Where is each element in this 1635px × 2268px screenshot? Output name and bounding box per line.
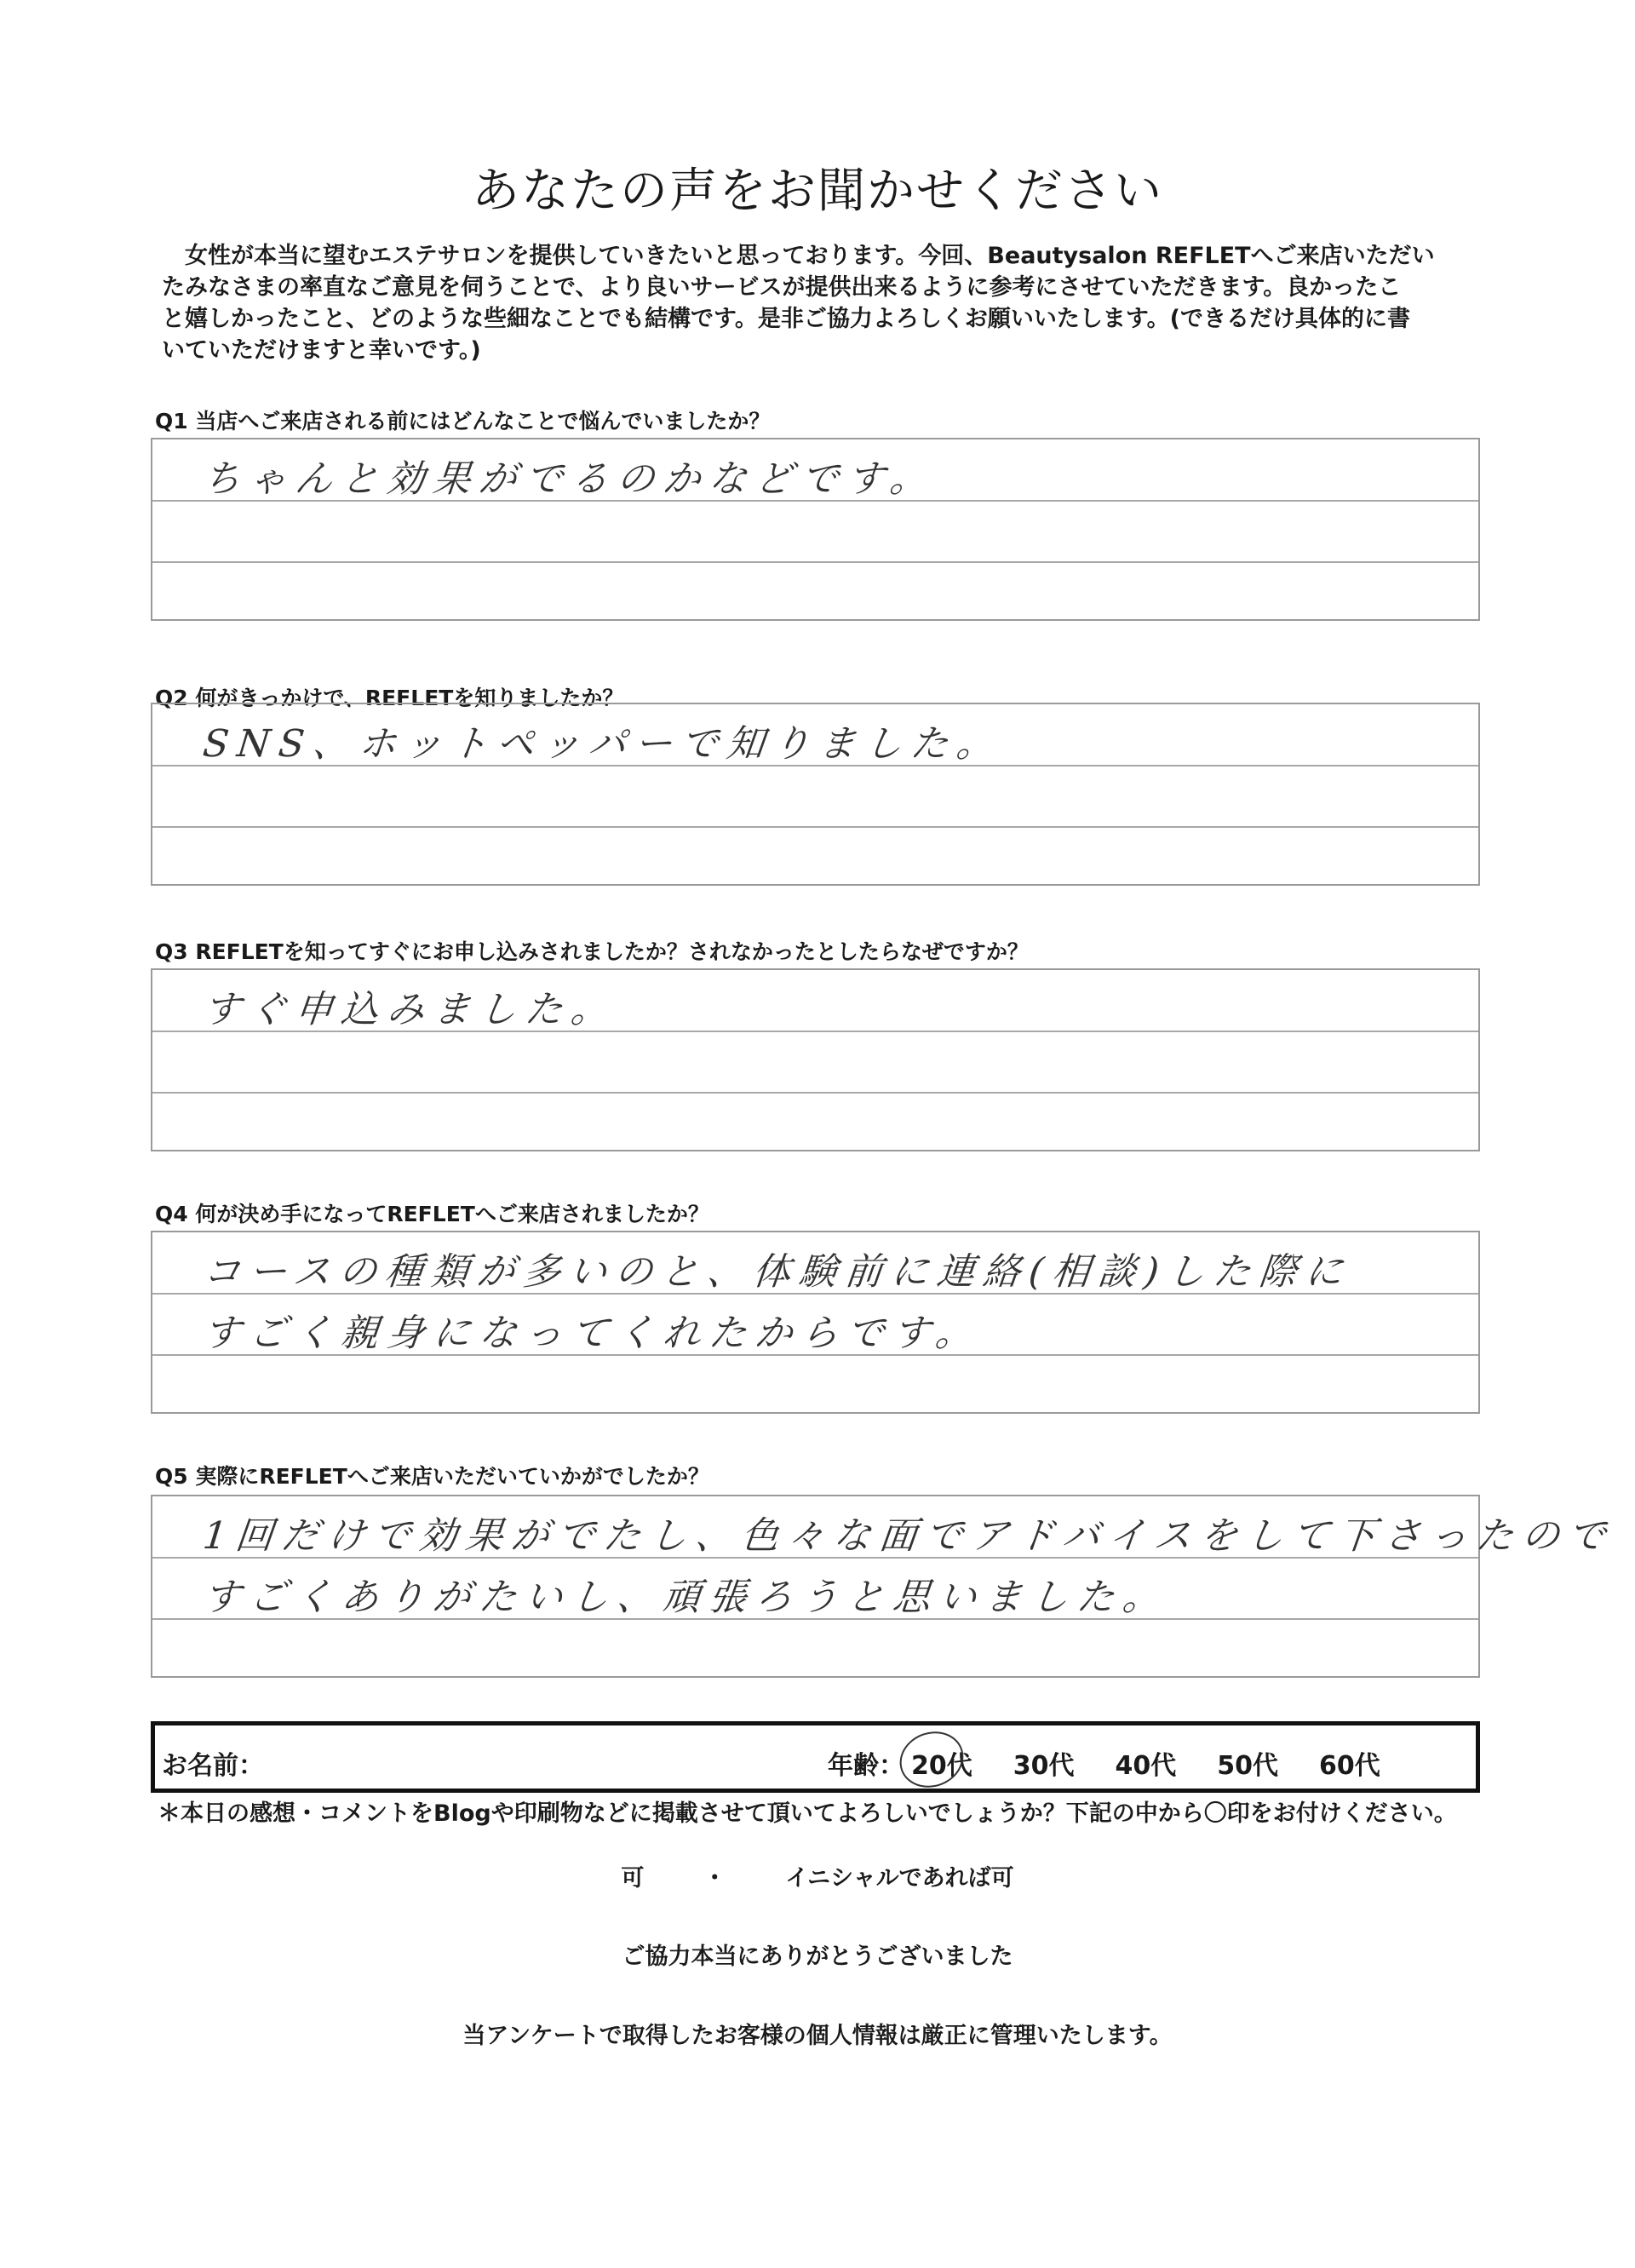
age-option-20[interactable]: 20代 — [911, 1744, 972, 1782]
intro-line: たみなさまの率直なご意見を伺うことで、より良いサービスが提供出来るように参考にさせていただきます。良かったこ — [162, 274, 1402, 301]
name-age-box — [151, 1721, 1480, 1793]
answer-box-q5[interactable] — [151, 1495, 1616, 1678]
consent-option-initials[interactable]: イニシャルであれば可 — [785, 1865, 1014, 1892]
question-label: Q1 当店へご来店される前にはどんなことで悩んでいましたか？ — [155, 409, 771, 434]
answer-box-q2[interactable] — [151, 703, 1480, 886]
privacy-text: 当アンケートで取得したお客様の個人情報は厳正に管理いたします。 — [462, 2023, 1173, 2049]
age-option-30[interactable]: 30代 — [1013, 1751, 1075, 1781]
question-label: Q4 何が決め手になってREFLETへご来店されましたか？ — [155, 1202, 709, 1226]
separator: ・ — [703, 1865, 726, 1892]
age-option-50[interactable]: 50代 — [1217, 1751, 1278, 1781]
answer-box-q3[interactable] — [151, 968, 1480, 1151]
ruled-line — [152, 826, 1478, 828]
handwritten-answer: コースの種類が多いのと、体験前に連絡(相談)した際に — [200, 1250, 1354, 1294]
ruled-line — [152, 561, 1478, 563]
handwritten-answer: SNS、ホットペッパーで知りました。 — [200, 722, 1006, 766]
consent-options — [0, 1859, 1635, 1892]
handwritten-answer: ちゃんと効果がでるのかなどです。 — [200, 457, 938, 501]
consent-option-ok[interactable]: 可 — [621, 1865, 645, 1892]
handwritten-answer: すごくありがたいし、頑張ろうと思いました。 — [200, 1576, 1172, 1619]
age-selector — [828, 1744, 1380, 1782]
age-option-60[interactable]: 60代 — [1319, 1751, 1380, 1781]
question-label: Q2 何がきっかけで、REFLETを知りましたか？ — [155, 686, 624, 710]
handwritten-answer: 1回だけで効果がでたし、色々な面でアドバイスをして下さったので — [200, 1514, 1616, 1558]
answer-box-q1[interactable] — [151, 438, 1480, 621]
ruled-line — [152, 1092, 1478, 1094]
handwritten-answer: すごく親身になってくれたからです。 — [200, 1312, 984, 1355]
name-label: お名前： — [162, 1751, 264, 1781]
intro-line: 女性が本当に望むエステサロンを提供していきたいと思っております。今回、Beautysalon REFLETへご来店いただい — [185, 243, 1435, 269]
question-label: Q3 REFLETを知ってすぐにお申し込みされましたか？されなかったとしたらなぜですか？ — [155, 939, 1029, 964]
intro-text — [162, 240, 1482, 366]
page-title: あなたの声をお聞かせください — [472, 164, 1163, 219]
answer-box-q4[interactable] — [151, 1231, 1480, 1414]
consent-note: ＊本日の感想・コメントをBlogや印刷物などに掲載させて頂いてよろしいでしょうか？下記の中から〇印をお付けください。 — [158, 1800, 1457, 1827]
age-label: 年齢： — [828, 1751, 904, 1781]
intro-line: と嬉しかったこと、どのような些細なことでも結構です。是非ご協力よろしくお願いいたします。(できるだけ具体的に書 — [162, 306, 1411, 332]
question-label: Q5 実際にREFLETへご来店いただいていかがでしたか？ — [155, 1464, 709, 1489]
selection-circle — [892, 1723, 971, 1796]
age-option-40[interactable]: 40代 — [1115, 1751, 1177, 1781]
intro-line: いていただけますと幸いです。) — [162, 337, 481, 364]
handwritten-answer: すぐ申込みました。 — [200, 988, 620, 1031]
thanks-text: ご協力本当にありがとうございました — [622, 1944, 1013, 1970]
